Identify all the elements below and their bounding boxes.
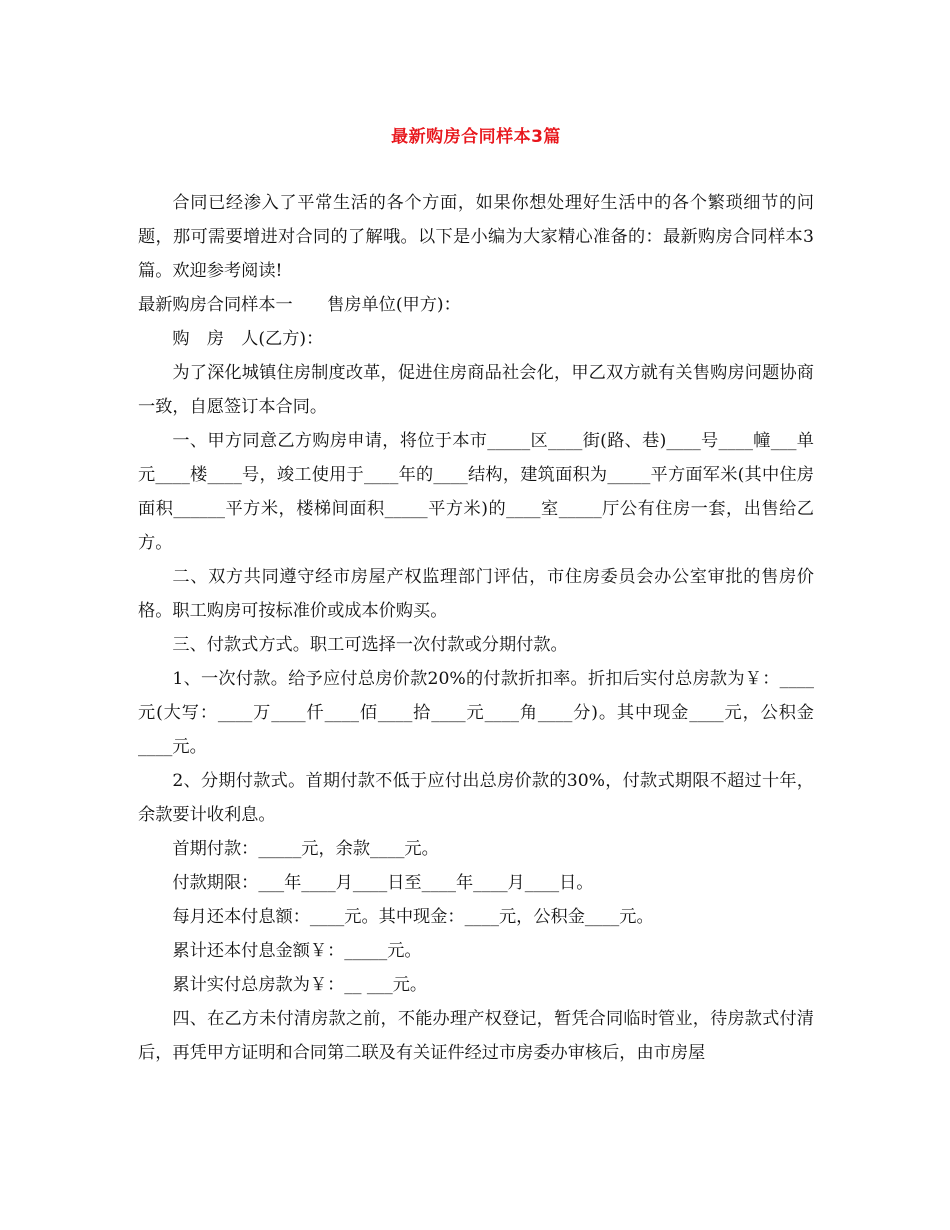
paragraph: 一、甲方同意乙方购房申请，将位于本市_____区____街(路、巷)____号____幢___单元____楼____号，竣工使用于____年的____结构，建筑面积为_____平方面军米(其中住房面积______平方米，楼梯间面积_____平方米)的____室_____厅公有住房一套，出售给乙方。 [138,431,814,553]
paragraph: 1、一次付款。给予应付总房价款20%的付款折扣率。折扣后实付总房款为￥：____元(大写：____万____仟____佰____拾____元____角____分)。其中现金____元，公积金____元。 [138,669,814,757]
paragraph: 三、付款式方式。职工可选择一次付款或分期付款。 [172,635,568,655]
document-title: 最新购房合同样本3篇 [391,127,561,147]
paragraph: 累计还本付息金额￥：_____元。 [172,941,422,961]
paragraph: 付款期限：___年____月____日至____年____月____日。 [172,873,594,893]
paragraph: 累计实付总房款为￥：__ ___元。 [172,975,428,995]
paragraph: 2、分期付款式。首期付款不低于应付出总房价款的30%，付款式期限不超过十年，余款要计收利息。 [138,771,814,825]
paragraph: 合同已经渗入了平常生活的各个方面，如果你想处理好生活中的各个繁琐细节的问题，那可需要增进对合同的了解哦。以下是小编为大家精心准备的：最新购房合同样本3篇。欢迎参考阅读! [138,193,814,281]
paragraph: 二、双方共同遵守经市房屋产权监理部门评估，市住房委员会办公室审批的售房价格。职工购房可按标准价或成本价购买。 [138,567,814,621]
paragraph: 购 房 人(乙方)： [172,329,324,349]
paragraph: 每月还本付息额：____元。其中现金：____元，公积金____元。 [172,907,654,927]
paragraph: 最新购房合同样本一 售房单位(甲方)： [138,295,461,315]
paragraph: 为了深化城镇住房制度改革，促进住房商品社会化，甲乙双方就有关售购房问题协商一致，自愿签订本合同。 [138,363,814,417]
paragraph: 四、在乙方未付清房款之前，不能办理产权登记，暂凭合同临时管业，待房款式付清后，再凭甲方证明和合同第二联及有关证件经过市房委办审核后，由市房屋 [138,1009,814,1063]
paragraph: 首期付款：_____元，余款____元。 [172,839,439,859]
document-body [138,186,814,1070]
